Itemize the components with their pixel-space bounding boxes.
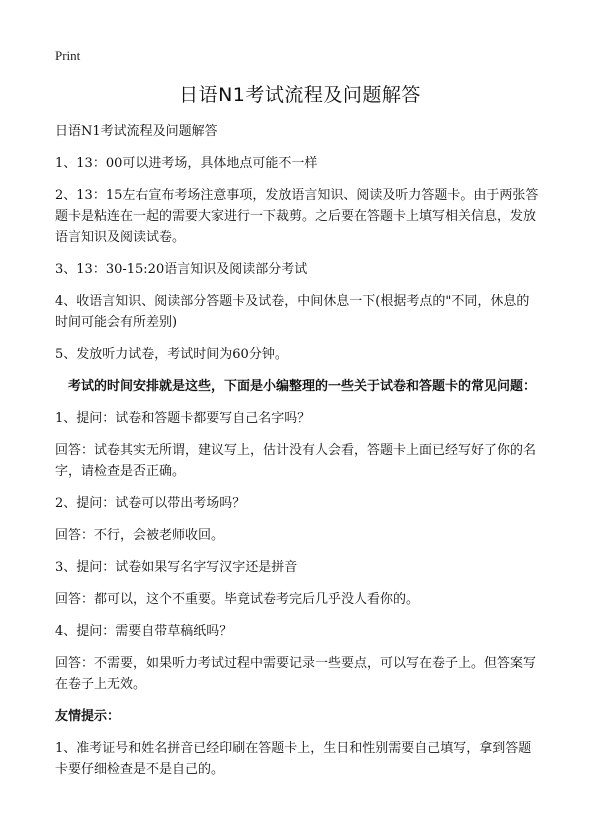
answer-2: 回答：不行，会被老师收回。 bbox=[55, 528, 225, 543]
subtitle-paragraph: 日语N1考试流程及问题解答 bbox=[55, 124, 218, 139]
answer-1: 回答：试卷其实无所谓，建议写上，估计没有人会看，答题卡上面已经写好了你的名字，请检查是否正确。 bbox=[55, 443, 537, 479]
question-3: 3、提问：试卷如果写名字写汉字还是拼音 bbox=[55, 560, 298, 575]
tip-1: 1、准考证号和姓名拼音已经印刷在答题卡上，生日和性别需要自己填写，拿到答题卡要仔细检查是不是自己的。 bbox=[55, 741, 532, 777]
step-5-paragraph: 5、发放听力试卷，考试时间为60分钟。 bbox=[55, 347, 288, 362]
question-1: 1、提问：试卷和答题卡都要写自己名字吗？ bbox=[55, 411, 311, 426]
answer-3: 回答：都可以，这个不重要。毕竟试卷考完后几乎没人看你的。 bbox=[55, 592, 420, 607]
faq-intro-paragraph: 考试的时间安排就是这些，下面是小编整理的一些关于试卷和答题卡的常见问题： bbox=[68, 379, 537, 394]
step-3-paragraph: 3、13：30-15:20语言知识及阅读部分考试 bbox=[55, 262, 308, 277]
document-title: 日语N1考试流程及问题解答 bbox=[179, 84, 421, 106]
question-4: 4、提问：需要自带草稿纸吗？ bbox=[55, 624, 233, 639]
document-body bbox=[55, 121, 542, 791]
step-2-paragraph: 2、13：15左右宣布考场注意事项，发放语言知识、阅读及听力答题卡。由于两张答题卡是粘连在一起的需要大家进行一下裁剪。之后要在答题卡上填写相关信息，发放语言知识及阅读试卷。 bbox=[55, 188, 539, 245]
print-link[interactable]: Print bbox=[55, 48, 81, 63]
answer-4: 回答：不需要，如果听力考试过程中需要记录一些要点，可以写在卷子上。但答案写在卷子上无效。 bbox=[55, 656, 537, 692]
step-4-paragraph: 4、收语言知识、阅读部分答题卡及试卷，中间休息一下(根据考点的"不同，休息的时间可能会有所差别) bbox=[55, 294, 530, 330]
question-2: 2、提问：试卷可以带出考场吗？ bbox=[55, 496, 246, 511]
step-1-paragraph: 1、13：00可以进考场，具体地点可能不一样 bbox=[55, 156, 318, 171]
tips-heading: 友情提示： bbox=[55, 709, 121, 724]
